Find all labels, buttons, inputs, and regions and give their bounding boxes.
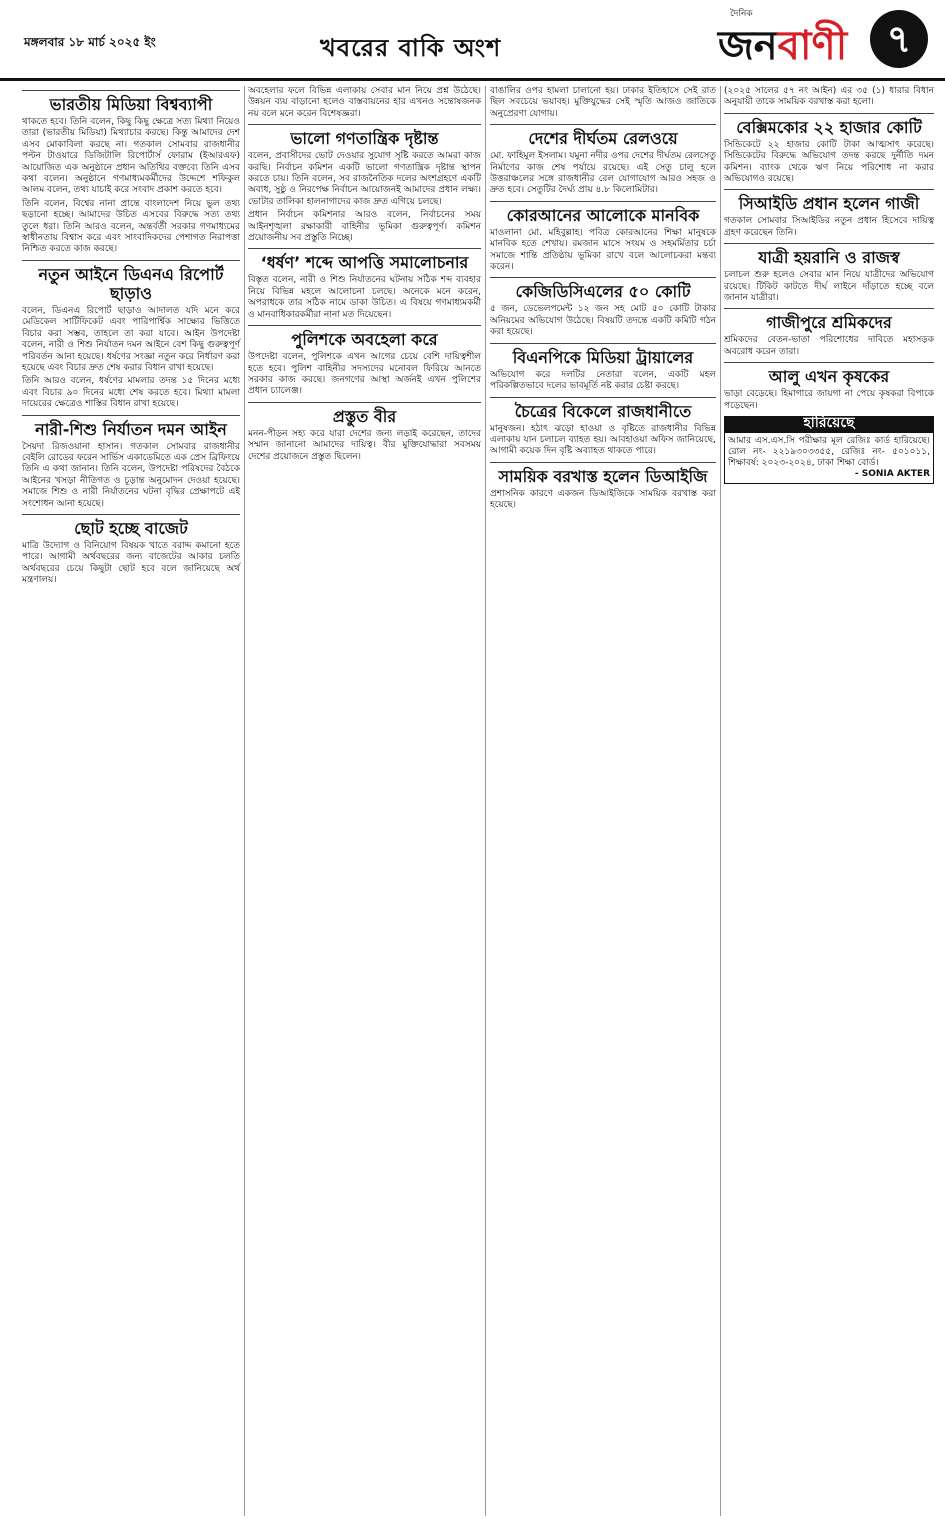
- headline: সিআইডি প্রধান হলেন গাজী: [724, 189, 934, 213]
- headline: যাত্রী হয়রানি ও রাজস্ব: [724, 243, 934, 267]
- article-text: সৈয়দা রিজওয়ানা হাসান। গতকাল সোমবার রাজধানীর বেইলি রোডের ফরেন সার্ভিস একাডেমিতে এক প্রেস ব্রিফিংয়ে তিনি এ কথা জানান। তিনি বলেন, উপদেষ্টা পরিষদের বৈঠকে আইনের খসড়া নীতিগত ও চূড়ান্ত অনুমোদন দেওয়া হয়েছে। সমাজে শিশু ও নারী নির্যাতনের ঘটনা বৃদ্ধির প্রেক্ষাপটে এই সংশোধন আনা হয়েছে।: [22, 441, 240, 509]
- headline: সাময়িক বরখাস্ত হলেন ডিআইজি: [490, 462, 716, 486]
- column-2: [248, 86, 481, 465]
- headline: বিএনপিকে মিডিয়া ট্রায়ালের: [490, 343, 716, 367]
- article-text: তিনি বলেন, বিশ্বের নানা প্রান্তে বাংলাদেশ নিয়ে ভুল তথ্য ছড়ানো হচ্ছে। আমাদের উচিত এসবের বিরুদ্ধে সত্য তথ্য তুলে ধরা। তিনি আরও বলেন, অন্তর্বর্তী সরকার গণমাধ্যমের স্বাধীনতায় বিশ্বাস করে এবং সাংবাদিকদের পেশাগত নিরাপত্তা নিশ্চিত করতে কাজ করছে।: [22, 198, 240, 255]
- headline: ‘ধর্ষণ’ শব্দে আপত্তি সমালোচনার: [248, 248, 481, 272]
- column-3: [490, 86, 716, 514]
- article-text: বলেন, প্রবাসীদের ভোট দেওয়ার সুযোগ সৃষ্টি করতে আমরা কাজ করছি। নির্বাচন কমিশন একটি ভালো গণতান্ত্রিক দৃষ্টান্ত স্থাপন করতে চায়। তিনি বলেন, সব রাজনৈতিক দলের অংশগ্রহণে একটি অবাধ, সুষ্ঠু ও নিরপেক্ষ নির্বাচন আয়োজনই আমাদের প্রধান লক্ষ্য। ভোটার তালিকা হালনাগাদের কাজ দ্রুত এগিয়ে চলছে।: [248, 151, 481, 207]
- article-text: ৫ জন, ডেভেলপমেন্ট ১২ জন সহ মোট ৫০ কোটি টাকার অনিয়মের অভিযোগ উঠেছে। বিষয়টি তদন্তে একটি কমিটি গঠন করা হয়েছে।: [490, 304, 716, 338]
- article-text: অবহেলার ফলে বিভিন্ন এলাকায় সেবার মান নিয়ে প্রশ্ন উঠেছে। উন্নয়ন ব্যয় বাড়ানো হলেও বাস্তবায়নের হার এখনও সন্তোষজনক নয় বলে মনে করেন বিশেষজ্ঞরা।: [248, 86, 481, 119]
- article-text: চলাচল শুরু হলেও সেবার মান নিয়ে যাত্রীদের অভিযোগ রয়েছে। টিকিট কাটতে দীর্ঘ লাইনে দাঁড়াতে হচ্ছে বলে জানান যাত্রীরা।: [724, 270, 934, 304]
- issue-date: মঙ্গলবার ১৮ মার্চ ২০২৫ ইং: [24, 35, 156, 49]
- headline: প্রস্তুত বীর: [248, 402, 481, 426]
- lost-notice-text: আমার এস.এস.সি পরীক্ষার মূল রেজিঃ কার্ড হারিয়েছে। রোল নং- ২২১৯৩০৩৩৫৫, রেজিঃ নং- ৫০১০১১, শিক্ষাবর্ষ: ২০২৩-২০২৪, ঢাকা শিক্ষা বোর্ড।: [728, 435, 930, 468]
- headline: আলু এখন কৃষকের: [724, 362, 934, 386]
- article-text: বিস্তৃত বলেন, নারী ও শিশু নির্যাতনের ঘটনায় সঠিক শব্দ ব্যবহার নিয়ে বিভিন্ন মহলে আলোচনা চলছে। অনেকে মনে করেন, অপরাধকে তার সঠিক নামে ডাকা উচিত। এ বিষয়ে গণমাধ্যমকর্মী ও মানবাধিকারকর্মীরা নানা মত দিয়েছেন।: [248, 275, 481, 320]
- article-text: সিন্ডিকেটে ২২ হাজার কোটি টাকা আত্মসাৎ করেছে। সিন্ডিকেটের বিরুদ্ধে অভিযোগ তদন্ত করছে দুর্নীতি দমন কমিশন। ব্যাংক থেকে ঋণ নিয়ে পরিশোধ না করার অভিযোগও রয়েছে।: [724, 139, 934, 185]
- column-4: [724, 86, 934, 484]
- lost-notice-signature: - SONIA AKTER: [854, 468, 930, 479]
- logo-name: [718, 14, 847, 81]
- article-text: গতকাল সোমবার সিআইডির নতুন প্রধান হিসেবে দায়িত্ব গ্রহণ করেছেন তিনি।: [724, 216, 934, 238]
- article-text: প্রধান নির্বাচন কমিশনার আরও বলেন, নির্বাচনের সময় আইনশৃঙ্খলা রক্ষাকারী বাহিনীর ভূমিকা গুরুত্বপূর্ণ। কমিশন প্রয়োজনীয় সব প্রস্তুতি নিচ্ছে।: [248, 210, 481, 244]
- headline: গাজীপুরে শ্রমিকদের: [724, 308, 934, 332]
- article-text: (২০২৫ সালের ৫৭ নং আইন) এর ৩৫ (১) ধারার বিধান অনুযায়ী তাকে সাময়িক বরখাস্ত করা হলো।: [724, 86, 934, 108]
- article-text: শ্রমিকদের বেতন-ভাতা পরিশোধের দাবিতে মহাসড়ক অবরোধ করেন তারা।: [724, 335, 934, 357]
- logo-part-a: জন: [718, 22, 778, 69]
- column-divider: [485, 86, 486, 1516]
- article-text: বলেন, ডিএনএ রিপোর্ট ছাড়াও আদালত যদি মনে করে মেডিকেল সার্টিফিকেট এবং পারিপার্শ্বিক সাক্ষ্যের ভিত্তিতে বিচার করা সম্ভব, তাহলে তা করা যাবে। আইন উপদেষ্টা বলেন, নারী ও শিশু নির্যাতন দমন আইনে বেশ কিছু গুরুত্বপূর্ণ পরিবর্তন আনা হয়েছে। ধর্ষণের সংজ্ঞা নতুন করে নির্ধারণ করা হয়েছে এবং বিচার দ্রুত শেষ করার বিধান রাখা হয়েছে।: [22, 305, 240, 373]
- article-text: মনন-পীড়ন সহ্য করে যারা দেশের জন্য লড়াই করেছেন, তাদের সম্মান জানানো আমাদের দায়িত্ব। বীর মুক্তিযোদ্ধারা সবসময় দেশের প্রয়োজনে প্রস্তুত ছিলেন।: [248, 428, 481, 462]
- headline: পুলিশকে অবহেলা করে: [248, 325, 481, 349]
- headline: নতুন আইনে ডিএনএ রিপোর্ট ছাড়াও: [22, 260, 240, 303]
- article-text: প্রশাসনিক কারণে একজন ডিআইজিকে সাময়িক বরখাস্ত করা হয়েছে।: [490, 488, 716, 511]
- masthead: [0, 0, 945, 81]
- article-text: উপদেষ্টা বলেন, পুলিশকে এখন আগের চেয়ে বেশি দায়িত্বশীল হতে হবে। পুলিশ বাহিনীর সদস্যদের মনোবল ফিরিয়ে আনতে সরকার কাজ করছে। জনগণের আস্থা অর্জনই এখন পুলিশের প্রধান চ্যালেঞ্জ।: [248, 352, 481, 397]
- headline: নারী-শিশু নির্যাতন দমন আইন: [22, 415, 240, 439]
- newspaper-logo: [704, 4, 934, 74]
- column-1: [22, 86, 240, 589]
- column-divider: [720, 86, 721, 1516]
- headline: ভালো গণতান্ত্রিক দৃষ্টান্ত: [248, 124, 481, 148]
- article-text: মো. ফাহিমুল ইসলাম। যমুনা নদীর ওপর দেশের দীর্ঘতম রেলসেতু নির্মাণের কাজ শেষ পর্যায়ে রয়েছে। এই সেতু চালু হলে উত্তরাঞ্চলের সঙ্গে রাজধানীর রেল যোগাযোগ আরও সহজ ও দ্রুত হবে। সেতুটির দৈর্ঘ্য প্রায় ৪.৮ কিলোমিটার।: [490, 151, 716, 196]
- article-text: বাঙালির ওপর হামলা চালানো হয়। ঢাকার ইতিহাসে সেই রাত ছিল সবচেয়ে ভয়াবহ। মুক্তিযুদ্ধের সেই স্মৃতি আজও জাতিকে অনুপ্রেরণা যোগায়।: [490, 86, 716, 119]
- headline: দেশের দীর্ঘতম রেলওয়ে: [490, 124, 716, 148]
- article-text: থাকতে হবে। তিনি বলেন, কিছু কিছু ক্ষেত্রে সত্য মিথ্যা নিয়েও তারা (ভারতীয় মিডিয়া) মিথ্যাচার করছে। কিন্তু আমাদের দেশ এসব মোকাবিলা করছে না। গতকাল সোমবার রাজধানীর পল্টন টাওয়ারে ডিজিটালি রিপোর্টার্স ফোরাম (ইআরএফ) আয়োজিত এক অনুষ্ঠানে প্রধান অতিথির বক্তব্যে তিনি এসব কথা বলেন। অনুষ্ঠানে গণমাধ্যমকর্মীদের উদ্দেশে শফিকুল আলম বলেন, তথ্য যাচাই করে সংবাদ প্রকাশ করতে হবে।: [22, 117, 240, 196]
- headline: চৈত্রের বিকেলে রাজধানীতে: [490, 397, 716, 421]
- article-text: তিনি আরও বলেন, ধর্ষণের মামলার তদন্ত ১৫ দিনের মধ্যে এবং বিচার ৯০ দিনের মধ্যে শেষ করতে হবে। মিথ্যা মামলা দায়েরের ক্ষেত্রেও শাস্তির বিধান রাখা হয়েছে।: [22, 376, 240, 410]
- article-text: মাওলানা মো. মহিবুল্লাহ। পবিত্র কোরআনের শিক্ষা মানুষকে মানবিক হতে শেখায়। রমজান মাসে সংযম ও সহমর্মিতার চর্চা সমাজে শান্তি প্রতিষ্ঠায় ভূমিকা রাখে বলে আলোচকরা মন্তব্য করেন।: [490, 227, 716, 273]
- headline: ছোট হচ্ছে বাজেট: [22, 514, 240, 538]
- headline: বেক্সিমকোর ২২ হাজার কোটি: [724, 113, 934, 137]
- logo-part-b: বাণী: [777, 22, 848, 69]
- logo-daily: দৈনিক: [730, 9, 753, 19]
- headline: ভারতীয় মিডিয়া বিশ্বব্যাপী: [22, 90, 240, 114]
- article-text: ভাড়া বেড়েছে। হিমাগারে জায়গা না পেয়ে কৃষকরা বিপাকে পড়েছেন।: [724, 389, 934, 411]
- section-title: খবরের বাকি অংশ: [320, 34, 502, 62]
- article-text: অভিযোগ করে দলটির নেতারা বলেন, একটি মহল পরিকল্পিতভাবে দলের ভাবমূর্তি নষ্ট করার চেষ্টা করছে।: [490, 369, 716, 392]
- article-text: মাত্রি উদ্যোগ ও বিনিয়োগ বিষয়ক খাতে বরাদ্দ কমানো হতে পারে। আগামী অর্থবছরের জন্য বাজেটের আকার চলতি অর্থবছরের চেয়ে কিছুটা ছোট হবে বলে জানিয়েছে অর্থ মন্ত্রণালয়।: [22, 540, 240, 586]
- lost-notice-title: হারিয়েছে: [724, 416, 934, 431]
- headline: কোরআনের আলোকে মানবিক: [490, 201, 716, 225]
- article-text: মানুষজন। হঠাৎ ঝড়ো হাওয়া ও বৃষ্টিতে রাজধানীর বিভিন্ন এলাকায় যান চলাচল ব্যাহত হয়। আবহাওয়া অফিস জানিয়েছে, আগামী কয়েক দিন বৃষ্টি অব্যাহত থাকতে পারে।: [490, 423, 716, 457]
- page-number: ৭: [870, 10, 928, 68]
- headline: কেজিডিসিএলের ৫০ কোটি: [490, 277, 716, 301]
- column-divider: [244, 86, 245, 1516]
- lost-notice: [724, 432, 934, 484]
